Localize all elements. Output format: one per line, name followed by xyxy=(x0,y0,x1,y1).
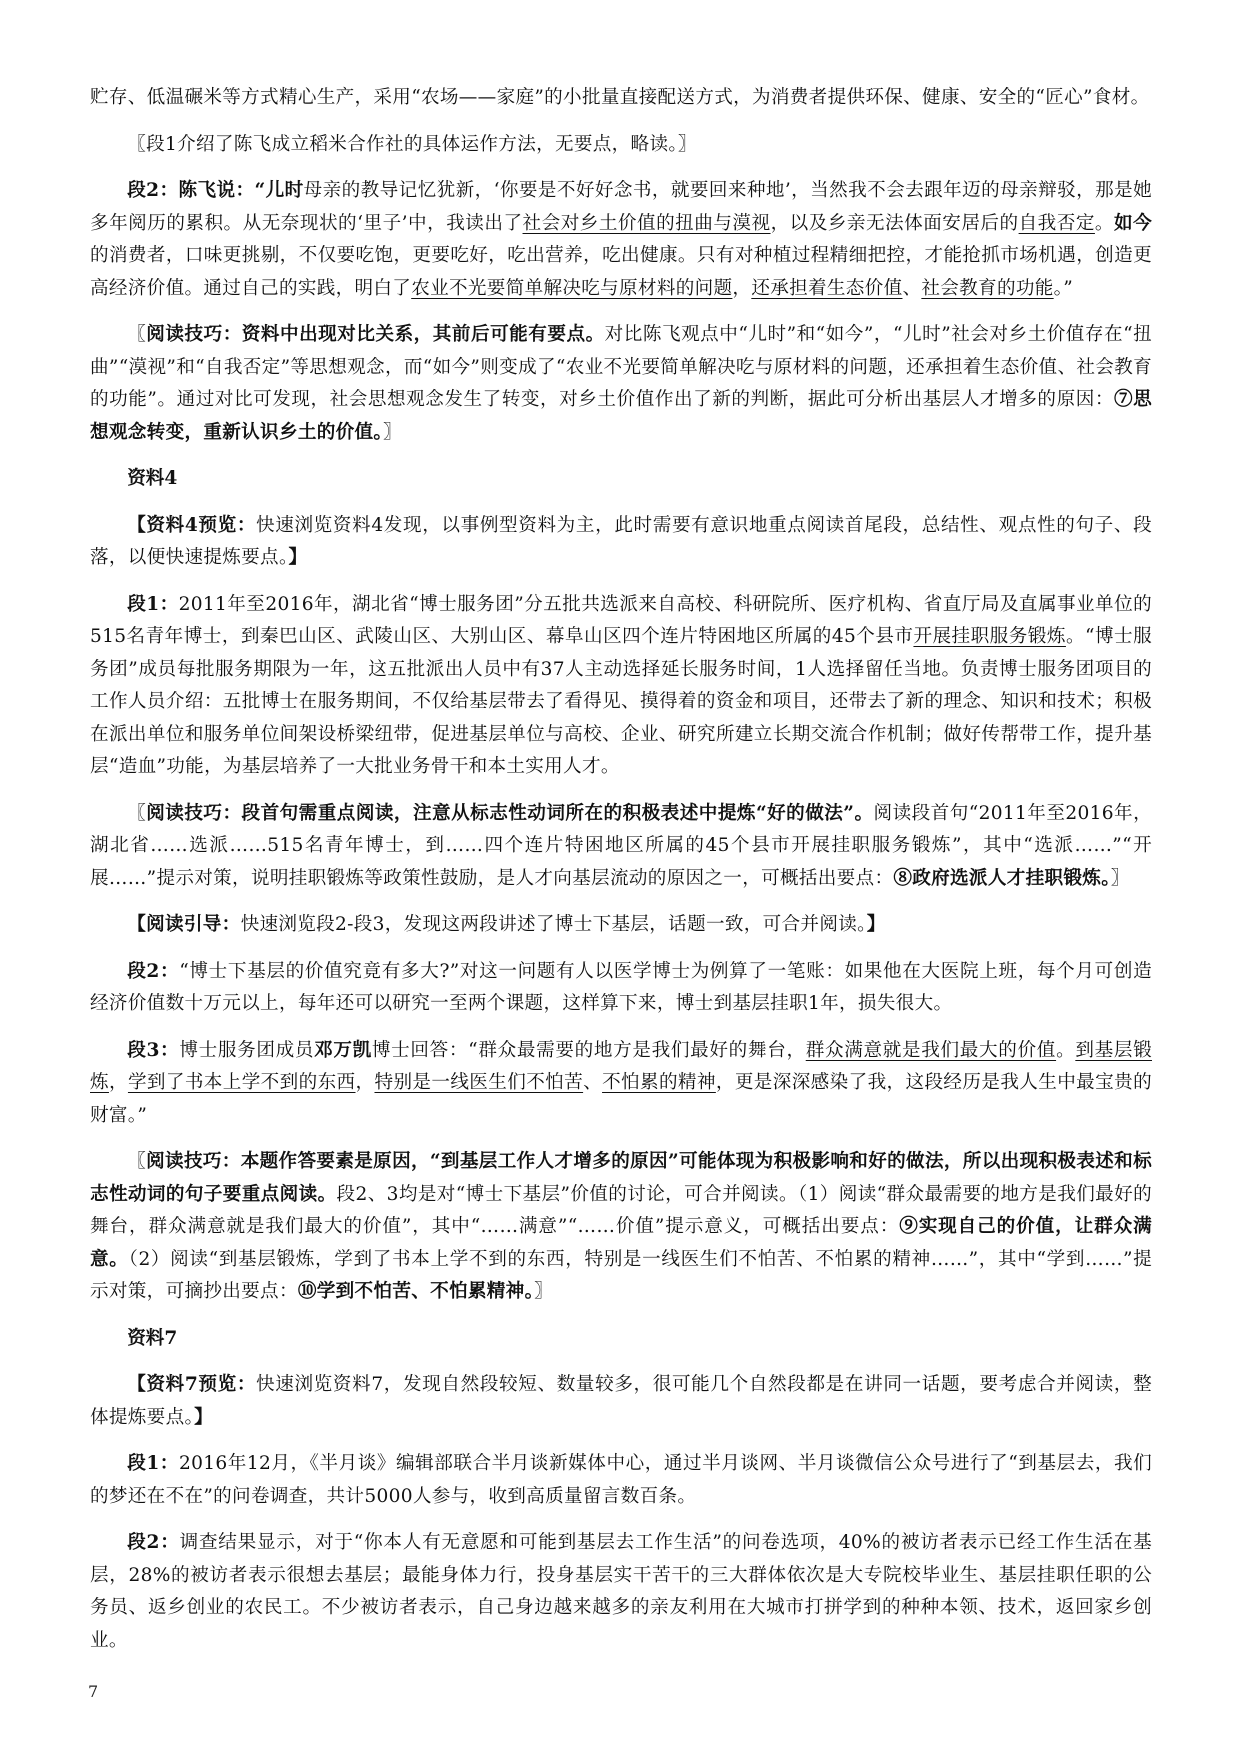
text-span: 。“博士服务团”成员每批服务期限为一年，这五批派出人员中有37人主动选择延长服务时间，1人选择留任当地。负责博士服务团项目的工作人员介绍：五批博士在服务期间，不仅给基层带去了看得见、摸得着的资金和项目，还带去了新的理念、知识和技术；积极在派出单位和服务单位间架设桥梁纽带，促进基层单位与高校、企业、研究所建立长期交流合作机制；做好传帮带工作，提升基层“造血”功能，为基层培养了一大批业务骨干和本土实用人才。 xyxy=(90,626,1152,777)
paragraph-continuation xyxy=(90,82,1152,115)
material7-paragraph-2 xyxy=(90,1527,1152,1657)
text-span: “博士下基层的价值究竟有多大?”对这一问题有人以医学博士为例算了一笔账：如果他在大医院上班，每个月可创造经济价值数十万元以上，每年还可以研究一至两个课题，这样算下来，博士到基层挂职1年，损失很大。 xyxy=(90,960,1152,1014)
text-span: 。 xyxy=(1094,212,1115,234)
text-span: 阅读段首句“2011年至2016年，湖北省……选派……515名青年博士，到……四个连片特困地区所属的45个县市开展挂职服务锻炼”，其中“选派……”“开展……”提示对策，说明挂职锻炼等政策性鼓励，是人才向基层流动的原因之一，可概括出要点： xyxy=(90,802,1152,889)
text-span: 〖 xyxy=(127,1151,147,1172)
underlined-span: 不怕累的精神 xyxy=(602,1072,716,1093)
paragraph-label: 段2： xyxy=(127,960,180,982)
text-span: 快速浏览资料4发现，以事例型资料为主，此时需要有意识地重点阅读首尾段，总结性、观点性的句子、段落，以便快速提炼要点。 xyxy=(90,514,1152,568)
paragraph-label: 段3： xyxy=(127,1039,180,1061)
text-span: 、 xyxy=(583,1072,603,1093)
text-span: 〗 xyxy=(383,421,402,443)
bold-span: 【阅读引导： xyxy=(127,914,241,935)
bold-span: “儿时 xyxy=(254,180,304,201)
text-span: 对比陈飞观点中“儿时”和“如今”，“儿时”社会对乡土价值存在“扭曲”“漠视”和“自我否定”等思想观念，而“如今”则变成了“农业不光要简单解决吃与原材料的问题，还承担着生态价值、社会教育的功能”。通过对比可发现，社会思想观念发生了转变，对乡土价值作出了新的判断，据此可分析出基层人才增多的原因： xyxy=(90,324,1153,410)
material7-paragraph-1 xyxy=(90,1448,1152,1513)
material4-preview xyxy=(90,510,1152,575)
bold-span: 【资料7预览： xyxy=(127,1374,257,1395)
bold-span: 】 xyxy=(288,547,308,568)
text-span: 段2、3均是对“博士下基层”价值的讨论，可合并阅读。（1）阅读“群众最需要的地方是我们最好的舞台，群众满意就是我们最大的价值”，其中“……满意”“……价值”提示意义，可概括出要点： xyxy=(90,1183,1152,1237)
bold-span: 阅读技巧：本题作答要素是原因，“到基层工作人才增多的原因”可能体现为积极影响和好的做法，所以出现积极表述和标志性动词的句子要重点阅读。 xyxy=(90,1151,1152,1205)
bold-span: 阅读技巧：段首句需重点阅读，注意从标志性动词所在的积极表述中提炼“好的做法”。 xyxy=(146,802,874,824)
paragraph-label: 段2： xyxy=(127,1532,180,1553)
text-span: ， xyxy=(355,1072,375,1093)
text-span: ，以及乡亲无法体面安居后的 xyxy=(770,212,1019,234)
reading-tip-paragraph xyxy=(90,798,1152,896)
heading-text: 资料4 xyxy=(127,468,178,489)
material4-paragraph-3 xyxy=(90,1035,1152,1133)
text-span: ，更是深深感染了我，这段经历是我人生中最宝贵的财富。” xyxy=(90,1072,1152,1126)
page-number: 7 xyxy=(88,1682,99,1701)
underlined-span: 开展挂职服务锻炼 xyxy=(913,626,1066,647)
key-point: ⑨实现自己的价值，让群众满意。 xyxy=(90,1216,1152,1270)
text-span: 、 xyxy=(902,277,922,299)
underlined-span: 群众满意就是我们最大的价值 xyxy=(805,1039,1057,1061)
text-span: 2011年至2016年，湖北省“博士服务团”分五批共选派来自高校、科研院所、医疗机构、省直厅局及直属事业单位的515名青年博士，到秦巴山区、武陵山区、大别山区、幕阜山区四个连片特困地区所属的45个县市 xyxy=(90,593,1152,647)
underlined-span: 自我否定 xyxy=(1018,212,1095,234)
underlined-span: 到基层锻炼 xyxy=(90,1039,1152,1093)
text-span: 。 xyxy=(1056,1039,1076,1061)
key-point: ⑩学到不怕苦、不怕累精神。 xyxy=(297,1281,535,1302)
text-span: 调查结果显示，对于“你本人有无意愿和可能到基层去工作生活”的问卷选项，40%的被访者表示已经工作生活在基层，28%的被访者表示很想去基层；最能身体力行，投身基层实干苦干的三大群体依次是大专院校毕业生、基层挂职任职的公务员、返乡创业的农民工。不少被访者表示，自己身边越来越多的亲友利用在大城市打拼学到的种种本领、技术，返回家乡创业。 xyxy=(90,1532,1152,1651)
text-span: 贮存、低温碾米等方式精心生产，采用“农场——家庭”的小批量直接配送方式，为消费者提供环保、健康、安全的“匠心”食材。 xyxy=(90,87,1150,108)
section-heading-material-4 xyxy=(90,463,1152,496)
material4-paragraph-2 xyxy=(90,956,1152,1021)
underlined-span: 学到了书本上学不到的东西 xyxy=(127,1072,356,1093)
key-point: ⑧政府选派人才挂职锻炼。 xyxy=(893,867,1111,889)
note-paragraph-1 xyxy=(90,129,1152,162)
text-span: 母亲的教导记忆犹新，‘你要是不好好念书，就要回来种地’，当然我不会去跟年迈的母亲辩驳，那是她多年阅历的累积。从无奈现状的‘里子’中，我读出了 xyxy=(90,180,1152,234)
text-span: 博士服务团成员 xyxy=(179,1039,315,1061)
text-span: 快速浏览段2-段3，发现这两段讲述了博士下基层，话题一致，可合并阅读。 xyxy=(240,914,867,935)
heading-text: 资料7 xyxy=(127,1327,178,1349)
underlined-span: 特别是一线医生们不怕苦 xyxy=(374,1072,584,1093)
bold-span: 如今 xyxy=(1114,212,1152,234)
underlined-span: 农业不光要简单解决吃与原材料的问题 xyxy=(411,277,733,299)
underlined-span: 社会教育的功能 xyxy=(921,277,1054,299)
text-span: 快速浏览资料7，发现自然段较短、数量较多，很可能几个自然段都是在讲同一话题，要考虑合并阅读，整体提炼要点。 xyxy=(90,1374,1152,1428)
underlined-span: 还承担着生态价值 xyxy=(751,277,903,299)
text-span: 〖 xyxy=(127,802,147,824)
reading-guide xyxy=(90,909,1152,942)
document-body xyxy=(90,82,1152,1671)
text-span: 的消费者，口味更挑剔，不仅要吃饱，更要吃好，吃出营养，吃出健康。只有对种植过程精细把控，才能抢抓市场机遇，创造更高经济价值。通过自己的实践，明白了 xyxy=(90,245,1152,299)
text-span: 。” xyxy=(1053,277,1074,299)
reading-tip-paragraph xyxy=(90,1146,1152,1309)
text-span: ， xyxy=(732,277,752,299)
paragraph-label: 段2：陈飞说： xyxy=(127,180,255,201)
bold-span: 】 xyxy=(194,1406,213,1428)
paragraph-label: 段1： xyxy=(127,593,179,615)
key-point: ⑦思想观念转变，重新认识乡土的价值。 xyxy=(90,389,1152,443)
bold-span: 【资料4预览： xyxy=(127,514,257,536)
section-heading-material-7 xyxy=(90,1323,1152,1356)
paragraph-label: 段1： xyxy=(127,1453,179,1474)
bold-span: 邓万凯 xyxy=(314,1039,372,1061)
text-span: 博士回答：“群众最需要的地方是我们最好的舞台， xyxy=(371,1039,806,1061)
material3-paragraph-2 xyxy=(90,175,1152,305)
text-span: 〗 xyxy=(534,1281,554,1302)
text-span: 2016年12月，《半月谈》编辑部联合半月谈新媒体中心，通过半月谈网、半月谈微信公众号进行了“到基层去，我们的梦还在不在”的问卷调查，共计5000人参与，收到高质量留言数百条。 xyxy=(90,1453,1152,1507)
reading-tip-paragraph xyxy=(90,319,1152,449)
bold-span: 】 xyxy=(866,914,886,935)
text-span: 〖 xyxy=(127,324,147,345)
material7-preview xyxy=(90,1369,1152,1434)
bold-span: 阅读技巧：资料中出现对比关系，其前后可能有要点。 xyxy=(146,324,605,345)
text-span: 〖段1介绍了陈飞成立稻米合作社的具体运作方法，无要点，略读。〗 xyxy=(127,133,697,155)
text-span: ， xyxy=(108,1072,128,1093)
material4-paragraph-1 xyxy=(90,589,1152,784)
text-span: 〗 xyxy=(1110,867,1130,889)
text-span: （2）阅读“到基层锻炼，学到了书本上学不到的东西，特别是一线医生们不怕苦、不怕累的精神……”，其中“学到……”提示对策，可摘抄出要点： xyxy=(90,1248,1152,1302)
underlined-span: 社会对乡土价值的扭曲与漠视 xyxy=(522,212,771,234)
